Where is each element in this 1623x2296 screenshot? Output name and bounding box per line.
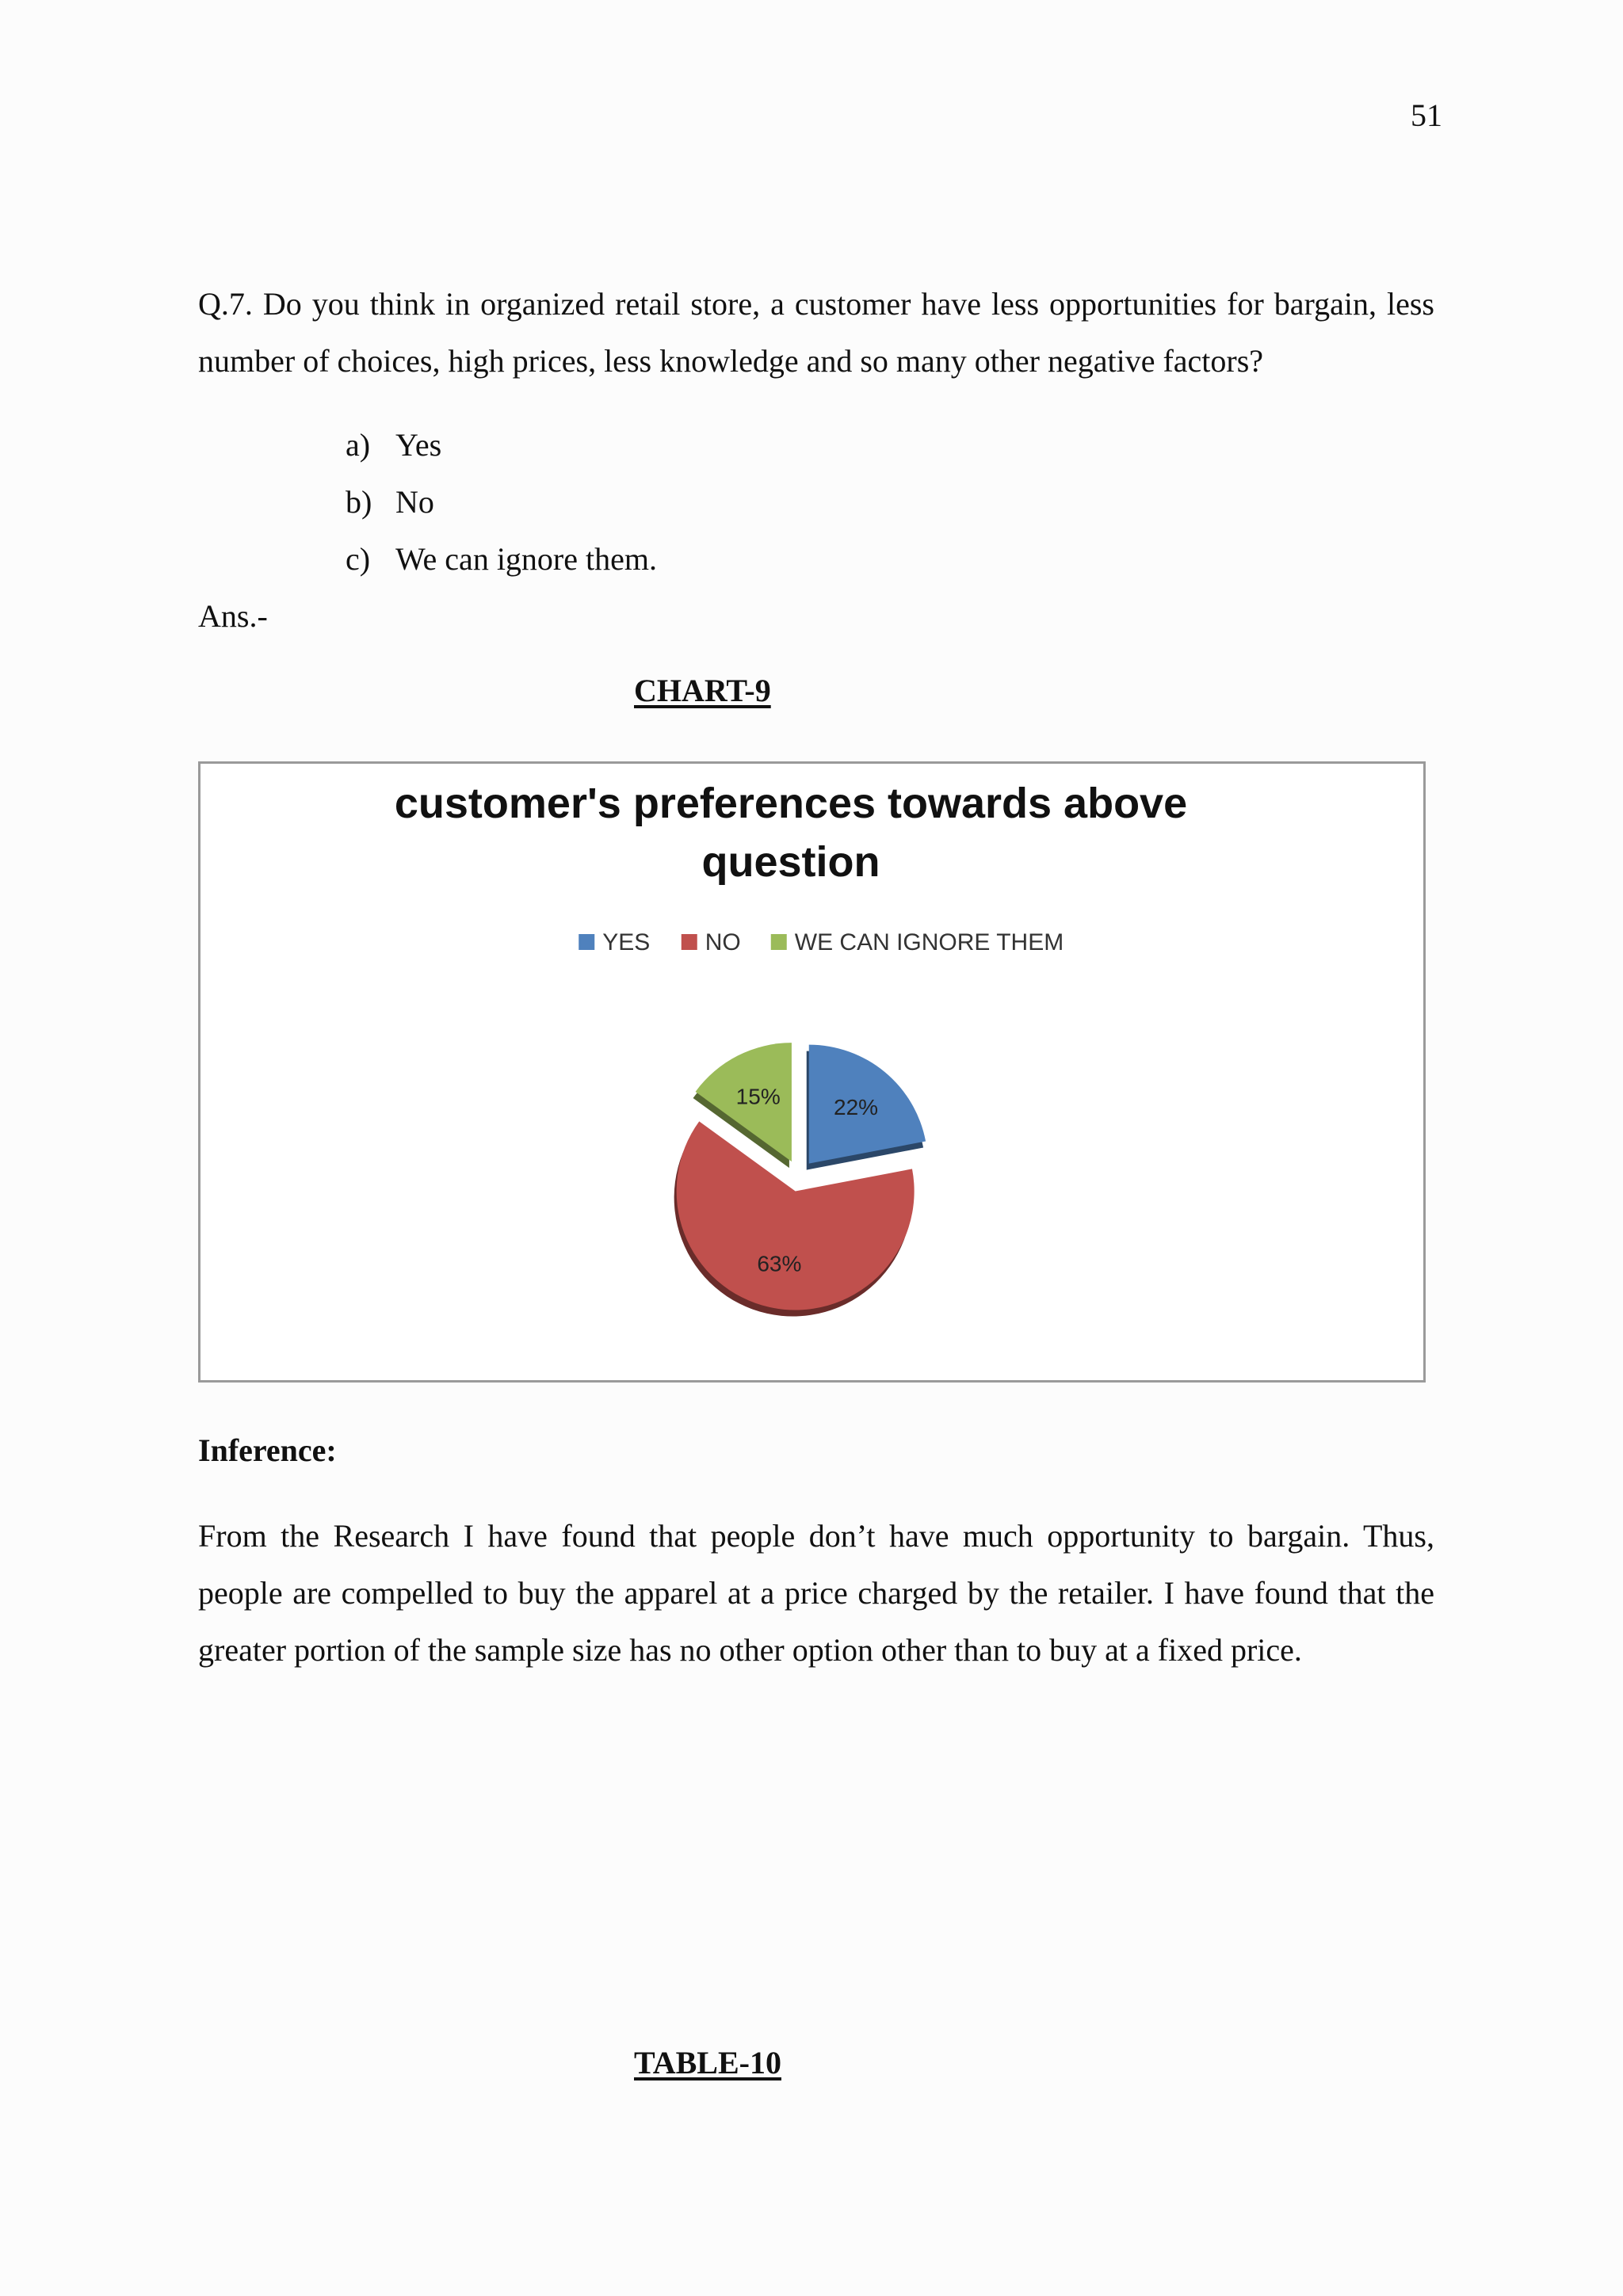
option-letter: c) <box>346 541 371 577</box>
question-text: Q.7. Do you think in organized retail store, a customer have less opportunities for bargain, less number of choices, high prices, less knowledge and so many other negative factors? <box>198 286 1434 379</box>
legend-swatch-no <box>682 934 697 950</box>
chart-legend <box>579 929 1064 955</box>
pie-chart <box>200 764 1423 1380</box>
pie-label-we-can-ignore-them: 15% <box>735 1084 781 1109</box>
pie-label-no: 63% <box>757 1251 802 1276</box>
legend-swatch-we-can-ignore-them <box>771 934 787 950</box>
chart-frame <box>198 761 1426 1383</box>
legend-label-yes: YES <box>602 929 651 955</box>
legend-swatch-yes <box>579 934 594 950</box>
inference-paragraph: From the Research I have found that people don’t have much opportunity to bargain. Thus, people are compelled to buy the apparel at a price charged by the retailer. I have found that the greater portion of the sample size has no other option other than to buy at a fixed price. <box>198 1518 1434 1668</box>
option-text: We can ignore them. <box>395 541 657 577</box>
chart-caption: CHART-9 <box>634 673 771 708</box>
inference-heading: Inference: <box>198 1432 337 1468</box>
option-a <box>346 417 657 474</box>
answer-options <box>346 417 657 588</box>
table-caption: TABLE-10 <box>634 2045 781 2081</box>
legend-label-we-can-ignore-them: WE CAN IGNORE THEM <box>794 929 1064 955</box>
answer-label: Ans.- <box>198 598 268 634</box>
option-b <box>346 474 657 531</box>
legend-label-no: NO <box>705 929 741 955</box>
option-letter: a) <box>346 427 371 463</box>
option-text: No <box>395 484 434 520</box>
chart-title-line-2: question <box>701 838 880 886</box>
option-letter: b) <box>346 484 372 520</box>
page-number: 51 <box>1411 97 1442 133</box>
option-text: Yes <box>395 427 442 463</box>
option-c <box>346 531 657 588</box>
pie-label-yes: 22% <box>834 1094 879 1119</box>
chart-title-line-1: customer's preferences towards above <box>394 780 1188 827</box>
